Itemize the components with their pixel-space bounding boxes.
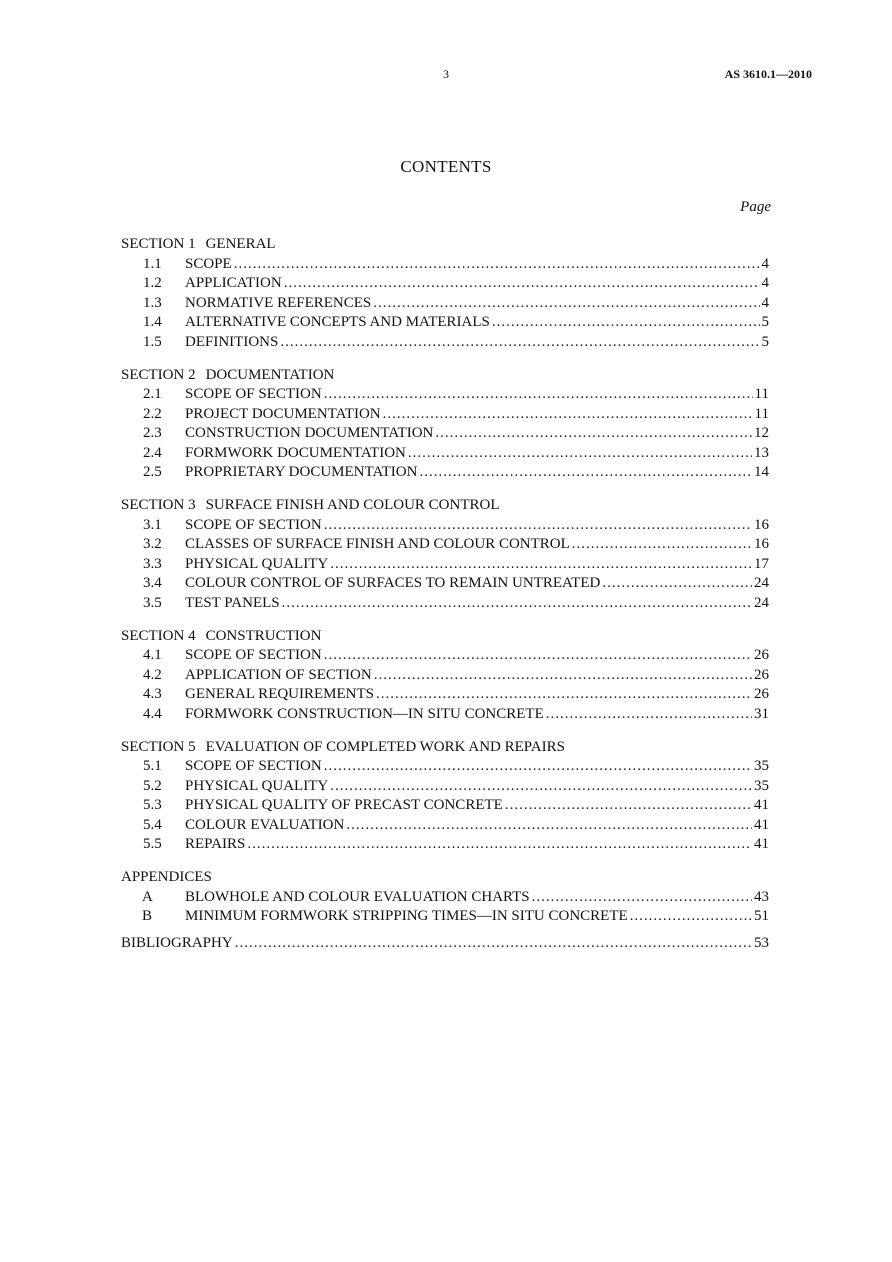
toc-entry[interactable] xyxy=(121,777,769,797)
entry-number: 1.3 xyxy=(143,294,162,311)
entry-number: 2.1 xyxy=(143,386,162,402)
entry-number: 4.2 xyxy=(143,666,162,683)
entry-title: TEST PANELS xyxy=(185,594,280,611)
dot-leader xyxy=(419,463,752,483)
entry-page: 4 xyxy=(761,255,769,272)
toc-entry[interactable] xyxy=(121,907,769,927)
section-label: SECTION 2 xyxy=(121,366,196,383)
entry-page: 35 xyxy=(754,758,769,774)
section-title: EVALUATION OF COMPLETED WORK AND REPAIRS xyxy=(205,738,565,755)
dot-leader xyxy=(383,405,753,425)
entry-title: PHYSICAL QUALITY xyxy=(185,777,329,794)
entry-title: SCOPE xyxy=(185,255,232,272)
entry-number: 4.3 xyxy=(143,686,162,702)
toc-section-1 xyxy=(121,235,769,352)
entry-page: 26 xyxy=(754,666,769,683)
entry-number: 4.1 xyxy=(143,647,162,663)
toc-entry[interactable] xyxy=(121,555,769,575)
dot-leader xyxy=(247,835,752,855)
dot-leader xyxy=(435,424,752,444)
entry-number: 3.5 xyxy=(143,594,162,611)
toc-entry[interactable] xyxy=(121,333,769,353)
entry-page: 24 xyxy=(754,594,769,611)
entry-number: 1.5 xyxy=(143,333,162,350)
entry-number: 5.3 xyxy=(143,797,162,813)
toc-entry[interactable] xyxy=(121,646,769,666)
dot-leader xyxy=(546,705,752,725)
entry-page: 53 xyxy=(754,935,769,951)
entry-title: FORMWORK DOCUMENTATION xyxy=(185,444,406,461)
entry-number: 5.5 xyxy=(143,836,162,852)
toc-entry[interactable] xyxy=(121,444,769,464)
toc-section-5 xyxy=(121,738,769,855)
dot-leader xyxy=(324,516,752,536)
dot-leader xyxy=(374,666,752,686)
section-label: SECTION 1 xyxy=(121,236,196,252)
toc-entry[interactable] xyxy=(121,274,769,294)
entry-title: FORMWORK CONSTRUCTION—IN SITU CONCRETE xyxy=(185,705,544,722)
entry-number: 1.1 xyxy=(143,255,162,272)
dot-leader xyxy=(324,646,752,666)
entry-page: 26 xyxy=(754,647,769,663)
entry-title: CLASSES OF SURFACE FINISH AND COLOUR CONTROL xyxy=(185,536,570,552)
entry-number: 3.2 xyxy=(143,536,162,552)
entry-title: NORMATIVE REFERENCES xyxy=(185,294,372,311)
toc-entry[interactable] xyxy=(121,424,769,444)
entry-number: 1.2 xyxy=(143,275,162,291)
dot-leader xyxy=(373,294,759,314)
entry-title: REPAIRS xyxy=(185,836,246,852)
page-column-label: Page xyxy=(740,199,771,215)
entry-number: 5.4 xyxy=(143,816,162,833)
section-title: CONSTRUCTION xyxy=(205,627,322,644)
dot-leader xyxy=(235,934,752,954)
dot-leader xyxy=(376,685,752,705)
toc-entry[interactable] xyxy=(121,535,769,555)
dot-leader xyxy=(324,385,753,405)
entry-page: 41 xyxy=(754,816,769,833)
entry-number: 2.2 xyxy=(143,405,162,422)
entry-page: 5 xyxy=(761,333,769,350)
section-heading[interactable] xyxy=(121,496,769,516)
entry-page: 24 xyxy=(754,575,769,591)
toc-entry[interactable] xyxy=(121,888,769,908)
entry-title: PHYSICAL QUALITY OF PRECAST CONCRETE xyxy=(185,797,503,813)
toc-entry[interactable] xyxy=(121,385,769,405)
entry-page: 16 xyxy=(754,536,769,552)
section-title: SURFACE FINISH AND COLOUR CONTROL xyxy=(205,497,500,513)
entry-page: 41 xyxy=(754,797,769,813)
document-id: AS 3610.1—2010 xyxy=(724,67,812,81)
dot-leader xyxy=(284,274,760,294)
toc-entry[interactable] xyxy=(121,594,769,614)
dot-leader xyxy=(234,255,760,275)
toc-entry[interactable] xyxy=(121,796,769,816)
entry-title: PROPRIETARY DOCUMENTATION xyxy=(185,464,418,480)
entry-page: 41 xyxy=(754,836,769,852)
entry-page: 13 xyxy=(754,444,769,461)
entry-page: 4 xyxy=(761,294,769,311)
dot-leader xyxy=(282,594,752,614)
entry-title: APPLICATION xyxy=(185,275,282,291)
section-heading[interactable] xyxy=(121,738,769,758)
dot-leader xyxy=(330,777,752,797)
entry-page: 11 xyxy=(754,386,769,402)
toc-entry[interactable] xyxy=(121,313,769,333)
entry-title: SCOPE OF SECTION xyxy=(185,516,322,533)
section-heading[interactable] xyxy=(121,235,769,255)
section-title: DOCUMENTATION xyxy=(205,366,335,383)
section-title: GENERAL xyxy=(205,236,276,252)
toc-entry[interactable] xyxy=(121,574,769,594)
dot-leader xyxy=(324,757,752,777)
section-label: SECTION 3 xyxy=(121,497,196,513)
toc-entry[interactable] xyxy=(121,685,769,705)
dot-leader xyxy=(532,888,752,908)
entry-page: 43 xyxy=(754,888,769,905)
table-of-contents xyxy=(121,235,769,954)
entry-number: 4.4 xyxy=(143,705,162,722)
toc-section-4 xyxy=(121,627,769,725)
entry-number: 2.3 xyxy=(143,425,162,441)
toc-entry[interactable] xyxy=(121,463,769,483)
entry-title: SCOPE OF SECTION xyxy=(185,386,322,402)
entry-page: 17 xyxy=(754,555,769,572)
entry-title: COLOUR EVALUATION xyxy=(185,816,345,833)
entry-title: GENERAL REQUIREMENTS xyxy=(185,686,375,702)
page-number: 3 xyxy=(443,67,449,81)
toc-entry[interactable] xyxy=(121,516,769,536)
dot-leader xyxy=(280,333,759,353)
dot-leader xyxy=(572,535,752,555)
entry-page: 11 xyxy=(754,405,769,422)
toc-entry[interactable] xyxy=(121,816,769,836)
toc-entry[interactable] xyxy=(121,255,769,275)
entry-title: BLOWHOLE AND COLOUR EVALUATION CHARTS xyxy=(185,888,530,905)
entry-number: B xyxy=(142,908,153,924)
entry-number: 5.2 xyxy=(143,777,162,794)
entry-page: 31 xyxy=(754,705,769,722)
entry-title: APPLICATION OF SECTION xyxy=(185,666,372,683)
section-heading[interactable] xyxy=(121,627,769,647)
dot-leader xyxy=(346,816,752,836)
entry-page: 16 xyxy=(754,516,769,533)
toc-section-3 xyxy=(121,496,769,613)
appendices-heading[interactable]: APPENDICES xyxy=(121,869,212,885)
contents-title: CONTENTS xyxy=(400,157,492,176)
dot-leader xyxy=(505,796,752,816)
toc-entry[interactable] xyxy=(121,405,769,425)
entry-number: 2.4 xyxy=(143,444,162,461)
dot-leader xyxy=(602,574,752,594)
entry-title: SCOPE OF SECTION xyxy=(185,647,322,663)
entry-number: A xyxy=(142,888,153,905)
dot-leader xyxy=(492,313,760,333)
entry-title: MINIMUM FORMWORK STRIPPING TIMES—IN SITU CONCRETE xyxy=(185,908,628,924)
entry-number: 3.1 xyxy=(143,516,162,533)
toc-appendices xyxy=(121,868,769,927)
entry-number: 3.3 xyxy=(143,555,162,572)
entry-number: 1.4 xyxy=(143,314,162,330)
entry-title: PROJECT DOCUMENTATION xyxy=(185,405,381,422)
entry-title: COLOUR CONTROL OF SURFACES TO REMAIN UNTREATED xyxy=(185,575,601,591)
entry-title: DEFINITIONS xyxy=(185,333,279,350)
entry-number: 5.1 xyxy=(143,758,162,774)
entry-page: 26 xyxy=(754,686,769,702)
entry-title: CONSTRUCTION DOCUMENTATION xyxy=(185,425,434,441)
entry-page: 12 xyxy=(754,425,769,441)
entry-page: 14 xyxy=(754,464,769,480)
toc-bibliography[interactable] xyxy=(121,934,769,954)
dot-leader xyxy=(330,555,752,575)
toc-entry[interactable] xyxy=(121,705,769,725)
entry-page: 4 xyxy=(761,275,769,291)
dot-leader xyxy=(408,444,752,464)
section-heading[interactable] xyxy=(121,366,769,386)
entry-title: ALTERNATIVE CONCEPTS AND MATERIALS xyxy=(185,314,490,330)
entry-number: 2.5 xyxy=(143,464,162,480)
toc-entry[interactable] xyxy=(121,757,769,777)
section-label: SECTION 5 xyxy=(121,738,196,755)
section-label: SECTION 4 xyxy=(121,627,196,644)
toc-section-2 xyxy=(121,366,769,483)
bibliography-title: BIBLIOGRAPHY xyxy=(121,935,233,951)
entry-title: SCOPE OF SECTION xyxy=(185,758,322,774)
toc-entry[interactable] xyxy=(121,666,769,686)
entry-title: PHYSICAL QUALITY xyxy=(185,555,329,572)
entry-page: 51 xyxy=(754,908,769,924)
toc-entry[interactable] xyxy=(121,294,769,314)
entry-number: 3.4 xyxy=(143,575,162,591)
toc-entry[interactable] xyxy=(121,835,769,855)
entry-page: 5 xyxy=(761,314,769,330)
entry-page: 35 xyxy=(754,777,769,794)
dot-leader xyxy=(630,907,752,927)
